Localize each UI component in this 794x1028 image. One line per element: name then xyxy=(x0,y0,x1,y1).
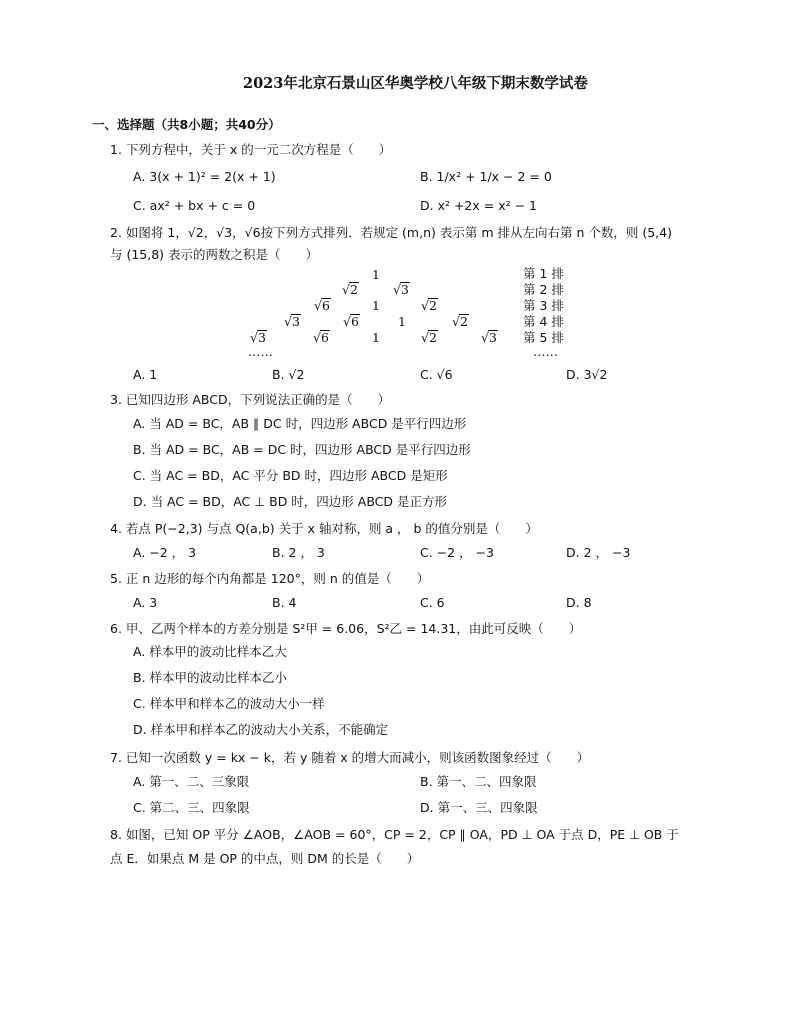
tri-r4-2: √6 xyxy=(343,314,359,329)
tri-r5-3: 1 xyxy=(372,330,380,345)
question-1-option-c: C. ax² + bx + c = 0 xyxy=(133,198,256,213)
question-1-option-a: A. 3(x + 1)² = 2(x + 1) xyxy=(133,169,276,184)
question-8-stem-line1: 8. 如图，已知 OP 平分 ∠AOB，∠AOB = 60°，CP = 2，CP ∥ OA，PD ⊥ OA 于点 D，PE ⊥ OB 于 xyxy=(110,827,679,842)
question-4-option-c: C. −2 ， −3 xyxy=(420,545,494,560)
question-2-stem-line1: 2. 如图将 1，√2，√3，√6按下列方式排列．若规定 (m,n) 表示第 m 排从左向右第 n 个数，则 (5,4) xyxy=(110,225,672,240)
question-4-option-b: B. 2 ， 3 xyxy=(272,545,325,560)
row-label-3: 第 3 排 xyxy=(523,298,564,313)
tri-r4-4: √2 xyxy=(452,314,468,329)
tri-r4-3: 1 xyxy=(398,314,406,329)
question-4-option-d: D. 2 ， −3 xyxy=(566,545,631,560)
question-7-option-d: D. 第一、三、四象限 xyxy=(420,800,538,815)
question-5-option-a: A. 3 xyxy=(133,595,158,610)
question-5-option-b: B. 4 xyxy=(272,595,297,610)
question-2-option-d: D. 3√2 xyxy=(566,367,608,382)
question-3-stem: 3. 已知四边形 ABCD，下列说法正确的是（ ） xyxy=(110,392,391,407)
question-2-stem-line2: 与 (15,8) 表示的两数之积是（ ） xyxy=(110,247,319,262)
question-4-option-a: A. −2 ， 3 xyxy=(133,545,197,560)
question-3-option-a: A. 当 AD = BC，AB ∥ DC 时，四边形 ABCD 是平行四边形 xyxy=(133,416,467,431)
question-7-option-b: B. 第一、二、四象限 xyxy=(420,774,537,789)
question-6-option-d: D. 样本甲和样本乙的波动大小关系，不能确定 xyxy=(133,722,389,737)
tri-r2-1: √2 xyxy=(342,282,358,297)
question-7-stem: 7. 已知一次函数 y = kx − k，若 y 随着 x 的增大而减小，则该函数图象经过（ ） xyxy=(110,750,590,765)
tri-r3-2: 1 xyxy=(372,298,380,313)
question-1-option-b: B. 1/x² + 1/x − 2 = 0 xyxy=(420,169,552,184)
tri-ellipsis-left: …… xyxy=(248,344,273,359)
tri-r1-1: 1 xyxy=(372,267,380,282)
row-label-5: 第 5 排 xyxy=(523,330,564,345)
question-6-stem: 6. 甲、乙两个样本的方差分别是 S²甲 = 6.06，S²乙 = 14.31，由此可反映（ ） xyxy=(110,621,582,636)
question-6-option-c: C. 样本甲和样本乙的波动大小一样 xyxy=(133,696,325,711)
question-2-option-b: B. √2 xyxy=(272,367,305,382)
question-8-stem-line2: 点 E．如果点 M 是 OP 的中点，则 DM 的长是（ ） xyxy=(110,851,420,866)
section-heading: 一、选择题（共8小题；共40分） xyxy=(92,117,281,132)
tri-r5-4: √2 xyxy=(421,330,437,345)
row-label-1: 第 1 排 xyxy=(523,266,564,281)
tri-r5-1: √3 xyxy=(250,330,266,345)
tri-r3-3: √2 xyxy=(421,298,437,313)
question-5-stem: 5. 正 n 边形的每个内角都是 120°，则 n 的值是（ ） xyxy=(110,571,430,586)
page-title: 2023年北京石景山区华奥学校八年级下期末数学试卷 xyxy=(243,75,588,92)
question-7-option-a: A. 第一、二、三象限 xyxy=(133,774,250,789)
row-label-2: 第 2 排 xyxy=(523,282,564,297)
question-6-option-b: B. 样本甲的波动比样本乙小 xyxy=(133,670,288,685)
question-3-option-b: B. 当 AD = BC，AB = DC 时，四边形 ABCD 是平行四边形 xyxy=(133,442,471,457)
question-2-option-c: C. √6 xyxy=(420,367,453,382)
tri-r5-5: √3 xyxy=(481,330,497,345)
row-label-ellipsis: …… xyxy=(533,344,558,359)
tri-r3-1: √6 xyxy=(314,298,330,313)
tri-r2-2: √3 xyxy=(393,282,409,297)
question-4-stem: 4. 若点 P(−2,3) 与点 Q(a,b) 关于 x 轴对称，则 a ， b 的值分别是（ ） xyxy=(110,521,538,536)
question-5-option-c: C. 6 xyxy=(420,595,445,610)
question-1-option-d: D. x² +2x = x² − 1 xyxy=(420,198,537,213)
question-1-stem: 1. 下列方程中，关于 x 的一元二次方程是（ ） xyxy=(110,142,392,157)
question-2-option-a: A. 1 xyxy=(133,367,158,382)
row-label-4: 第 4 排 xyxy=(523,314,564,329)
question-3-option-d: D. 当 AC = BD，AC ⊥ BD 时，四边形 ABCD 是正方形 xyxy=(133,494,448,509)
tri-r5-2: √6 xyxy=(313,330,329,345)
question-6-option-a: A. 样本甲的波动比样本乙大 xyxy=(133,644,287,659)
question-3-option-c: C. 当 AC = BD，AC 平分 BD 时，四边形 ABCD 是矩形 xyxy=(133,468,448,483)
question-7-option-c: C. 第二、三、四象限 xyxy=(133,800,250,815)
tri-r4-1: √3 xyxy=(284,314,300,329)
question-5-option-d: D. 8 xyxy=(566,595,592,610)
